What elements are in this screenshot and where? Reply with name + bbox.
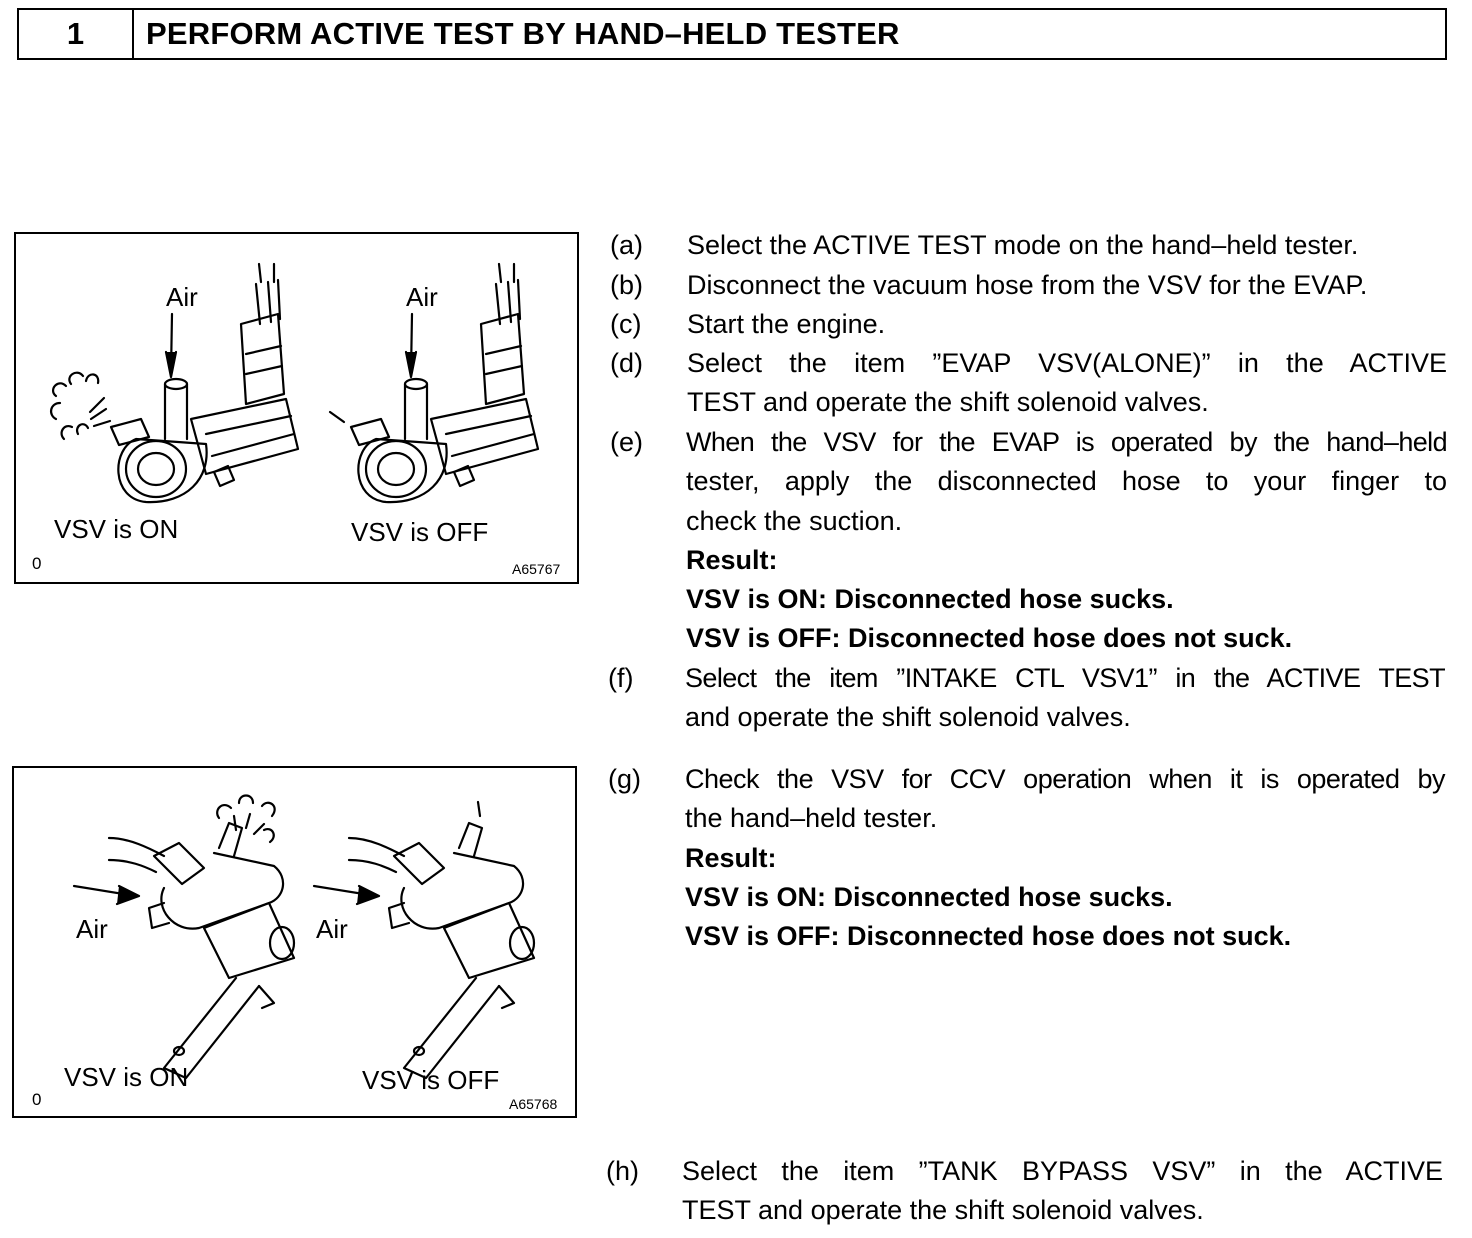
vsv-on-drawing <box>111 264 298 502</box>
step-label: (f) <box>608 663 634 693</box>
step-text: Check the VSV for CCV operation when it is operated by <box>685 764 1445 794</box>
step-text: Disconnect the vacuum hose from the VSV for the EVAP. <box>687 270 1368 300</box>
step-text: and operate the shift solenoid valves. <box>685 702 1131 733</box>
figure-evap-vsv <box>14 232 579 584</box>
step-text: Select the item ”INTAKE CTL VSV1” in the ACTIVE TEST <box>685 663 1445 693</box>
step-label: (a) <box>610 230 643 260</box>
caption-vsv-on: VSV is ON <box>64 1062 189 1092</box>
figure-ccv-vsv <box>12 766 577 1118</box>
step-text: the hand–held tester. <box>685 803 938 834</box>
result-vsv-off: VSV is OFF: Disconnected hose does not suck. <box>686 623 1293 654</box>
figure-corner-mark: 0 <box>32 1090 42 1109</box>
result-vsv-off: VSV is OFF: Disconnected hose does not suck. <box>685 921 1292 952</box>
caption-vsv-off: VSV is OFF <box>351 517 489 547</box>
figure-code: A65768 <box>509 1096 558 1112</box>
air-label-right: Air <box>316 914 348 944</box>
step-label: (g) <box>608 764 641 794</box>
step-text: Select the item ”EVAP VSV(ALONE)” in the ACTIVE <box>687 348 1447 378</box>
air-puff-icon <box>217 796 274 843</box>
step-text: TEST and operate the shift solenoid valves. <box>687 387 1209 418</box>
section-header <box>17 8 1447 60</box>
step-text: Select the item ”TANK BYPASS VSV” in the ACTIVE <box>682 1156 1443 1186</box>
section-title: PERFORM ACTIVE TEST BY HAND–HELD TESTER <box>146 16 900 51</box>
section-number: 1 <box>19 10 134 58</box>
step-label: (c) <box>610 309 642 339</box>
result-heading: Result: <box>686 544 778 575</box>
step-text: TEST and operate the shift solenoid valves. <box>682 1195 1204 1226</box>
step-text: When the VSV for the EVAP is operated by the hand–held <box>686 427 1447 457</box>
result-vsv-on: VSV is ON: Disconnected hose sucks. <box>686 584 1174 615</box>
result-heading: Result: <box>685 842 777 873</box>
figure-corner-mark: 0 <box>32 554 42 573</box>
figure-code: A65767 <box>512 561 561 577</box>
step-text: Start the engine. <box>687 309 886 339</box>
step-label: (e) <box>610 427 643 457</box>
air-label-right: Air <box>406 282 438 312</box>
step-label: (d) <box>610 348 643 378</box>
ccv-on-drawing <box>109 823 294 1078</box>
caption-vsv-off: VSV is OFF <box>362 1065 500 1095</box>
caption-vsv-on: VSV is ON <box>54 514 179 544</box>
result-vsv-on: VSV is ON: Disconnected hose sucks. <box>685 881 1173 912</box>
air-label-left: Air <box>76 914 108 944</box>
air-puff-icon <box>51 373 110 439</box>
step-text: Select the ACTIVE TEST mode on the hand–held tester. <box>687 230 1359 260</box>
ccv-off-drawing <box>349 802 534 1078</box>
step-text: check the suction. <box>686 505 903 536</box>
step-text: tester, apply the disconnected hose to your finger to <box>686 466 1447 497</box>
air-label-left: Air <box>166 282 198 312</box>
step-label: (h) <box>606 1156 639 1186</box>
step-label: (b) <box>610 270 643 300</box>
